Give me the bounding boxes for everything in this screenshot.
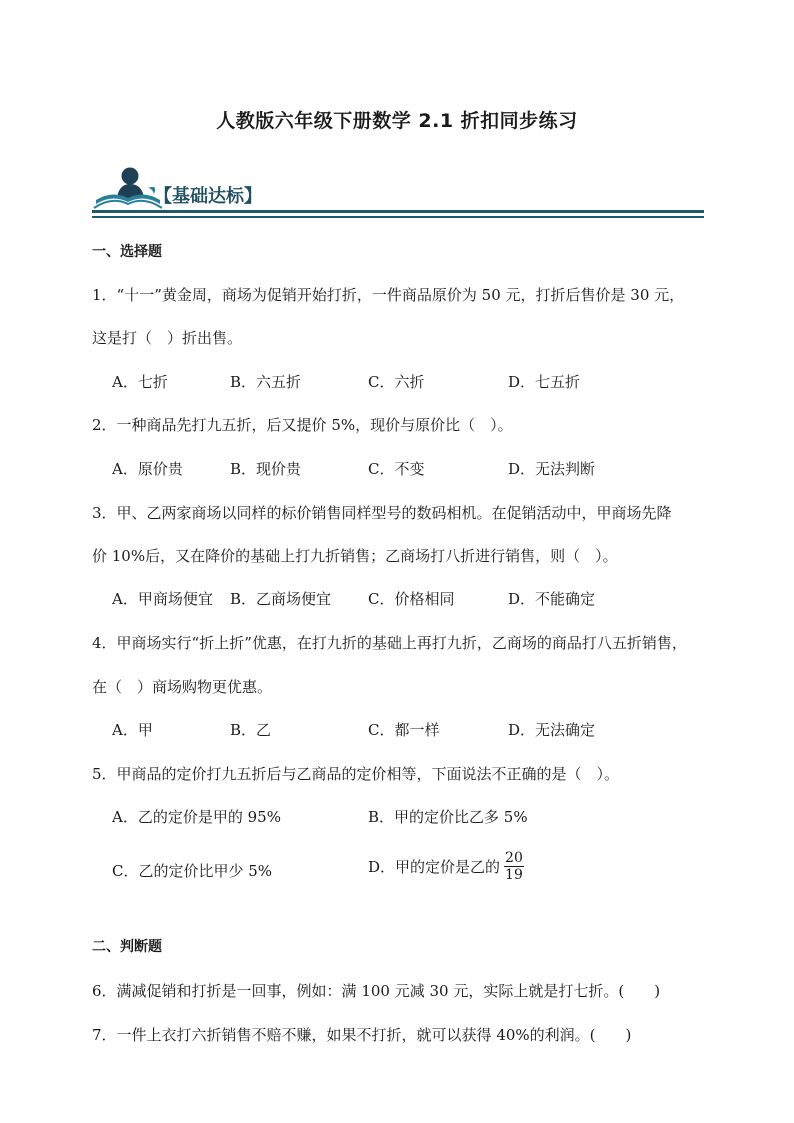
question-1-option-c: C．六折 xyxy=(368,373,425,391)
question-5-option-b: B．甲的定价比乙多 5% xyxy=(368,808,528,826)
question-3-option-c: C．价格相同 xyxy=(368,590,455,608)
fraction-numerator: 20 xyxy=(505,850,523,866)
question-1-option-b: B．六五折 xyxy=(230,373,302,391)
question-1-line-1: 1．“十一”黄金周，商场为促销开始打折，一件商品原价为 50 元，打折后售价是 30 元， xyxy=(92,286,685,304)
fraction xyxy=(504,850,524,883)
question-4-option-a: A．甲 xyxy=(112,721,153,739)
question-5-option-c: C．乙的定价比甲少 5% xyxy=(112,862,273,880)
question-7-line-1: 7．一件上衣打六折销售不赔不赚，如果不打折，就可以获得 40%的利润。( ) xyxy=(92,1026,632,1044)
question-5-option-d-text: D．甲的定价是乙的 xyxy=(368,858,501,876)
page-title: 人教版六年级下册数学 2.1 折扣同步练习 xyxy=(216,110,578,132)
question-4-option-b: B．乙 xyxy=(230,721,272,739)
question-4-option-d: D．无法确定 xyxy=(508,721,596,739)
banner-rule xyxy=(92,210,704,213)
question-3-line-1: 3．甲、乙两家商场以同样的标价销售同样型号的数码相机。在促销活动中，甲商场先降 xyxy=(92,504,672,522)
question-3-option-d: D．不能确定 xyxy=(508,590,596,608)
question-3-line-2: 价 10%后，又在降价的基础上打九折销售；乙商场打八折进行销售，则（ ）。 xyxy=(92,547,618,565)
question-1-line-2: 这是打（ ）折出售。 xyxy=(92,329,243,347)
question-5-line-1: 5．甲商品的定价打九五折后与乙商品的定价相等，下面说法不正确的是（ ）。 xyxy=(92,765,620,783)
question-2-line-1: 2．一种商品先打九五折，后又提价 5%，现价与原价比（ ）。 xyxy=(92,416,513,434)
question-3-option-a: A．甲商场便宜 xyxy=(112,590,213,608)
reader-book-icon xyxy=(92,164,162,212)
banner-rule xyxy=(92,216,704,218)
question-1-option-d: D．七五折 xyxy=(508,373,581,391)
fraction-denominator: 19 xyxy=(505,867,523,883)
question-5-option-a: A．乙的定价是甲的 95% xyxy=(112,808,281,826)
section-heading-judge: 二、判断题 xyxy=(92,939,162,955)
section-heading-choice: 一、选择题 xyxy=(92,244,162,260)
question-4-option-c: C．都一样 xyxy=(368,721,440,739)
question-4-line-2: 在（ ）商场购物更优惠。 xyxy=(92,678,273,696)
question-5-option-d xyxy=(368,850,524,883)
question-6-line-1: 6．满减促销和打折是一回事，例如：满 100 元减 30 元，实际上就是打七折。( ) xyxy=(92,982,661,1000)
section-banner xyxy=(92,164,704,224)
question-3-option-b: B．乙商场便宜 xyxy=(230,590,332,608)
banner-label: 【基础达标】 xyxy=(154,186,262,207)
question-2-option-a: A．原价贵 xyxy=(112,460,183,478)
question-2-option-c: C．不变 xyxy=(368,460,425,478)
question-2-option-d: D．无法判断 xyxy=(508,460,596,478)
question-2-option-b: B．现价贵 xyxy=(230,460,302,478)
question-4-line-1: 4．甲商场实行“折上折”优惠，在打九折的基础上再打九折，乙商场的商品打八五折销售， xyxy=(92,634,687,652)
question-1-option-a: A．七折 xyxy=(112,373,168,391)
